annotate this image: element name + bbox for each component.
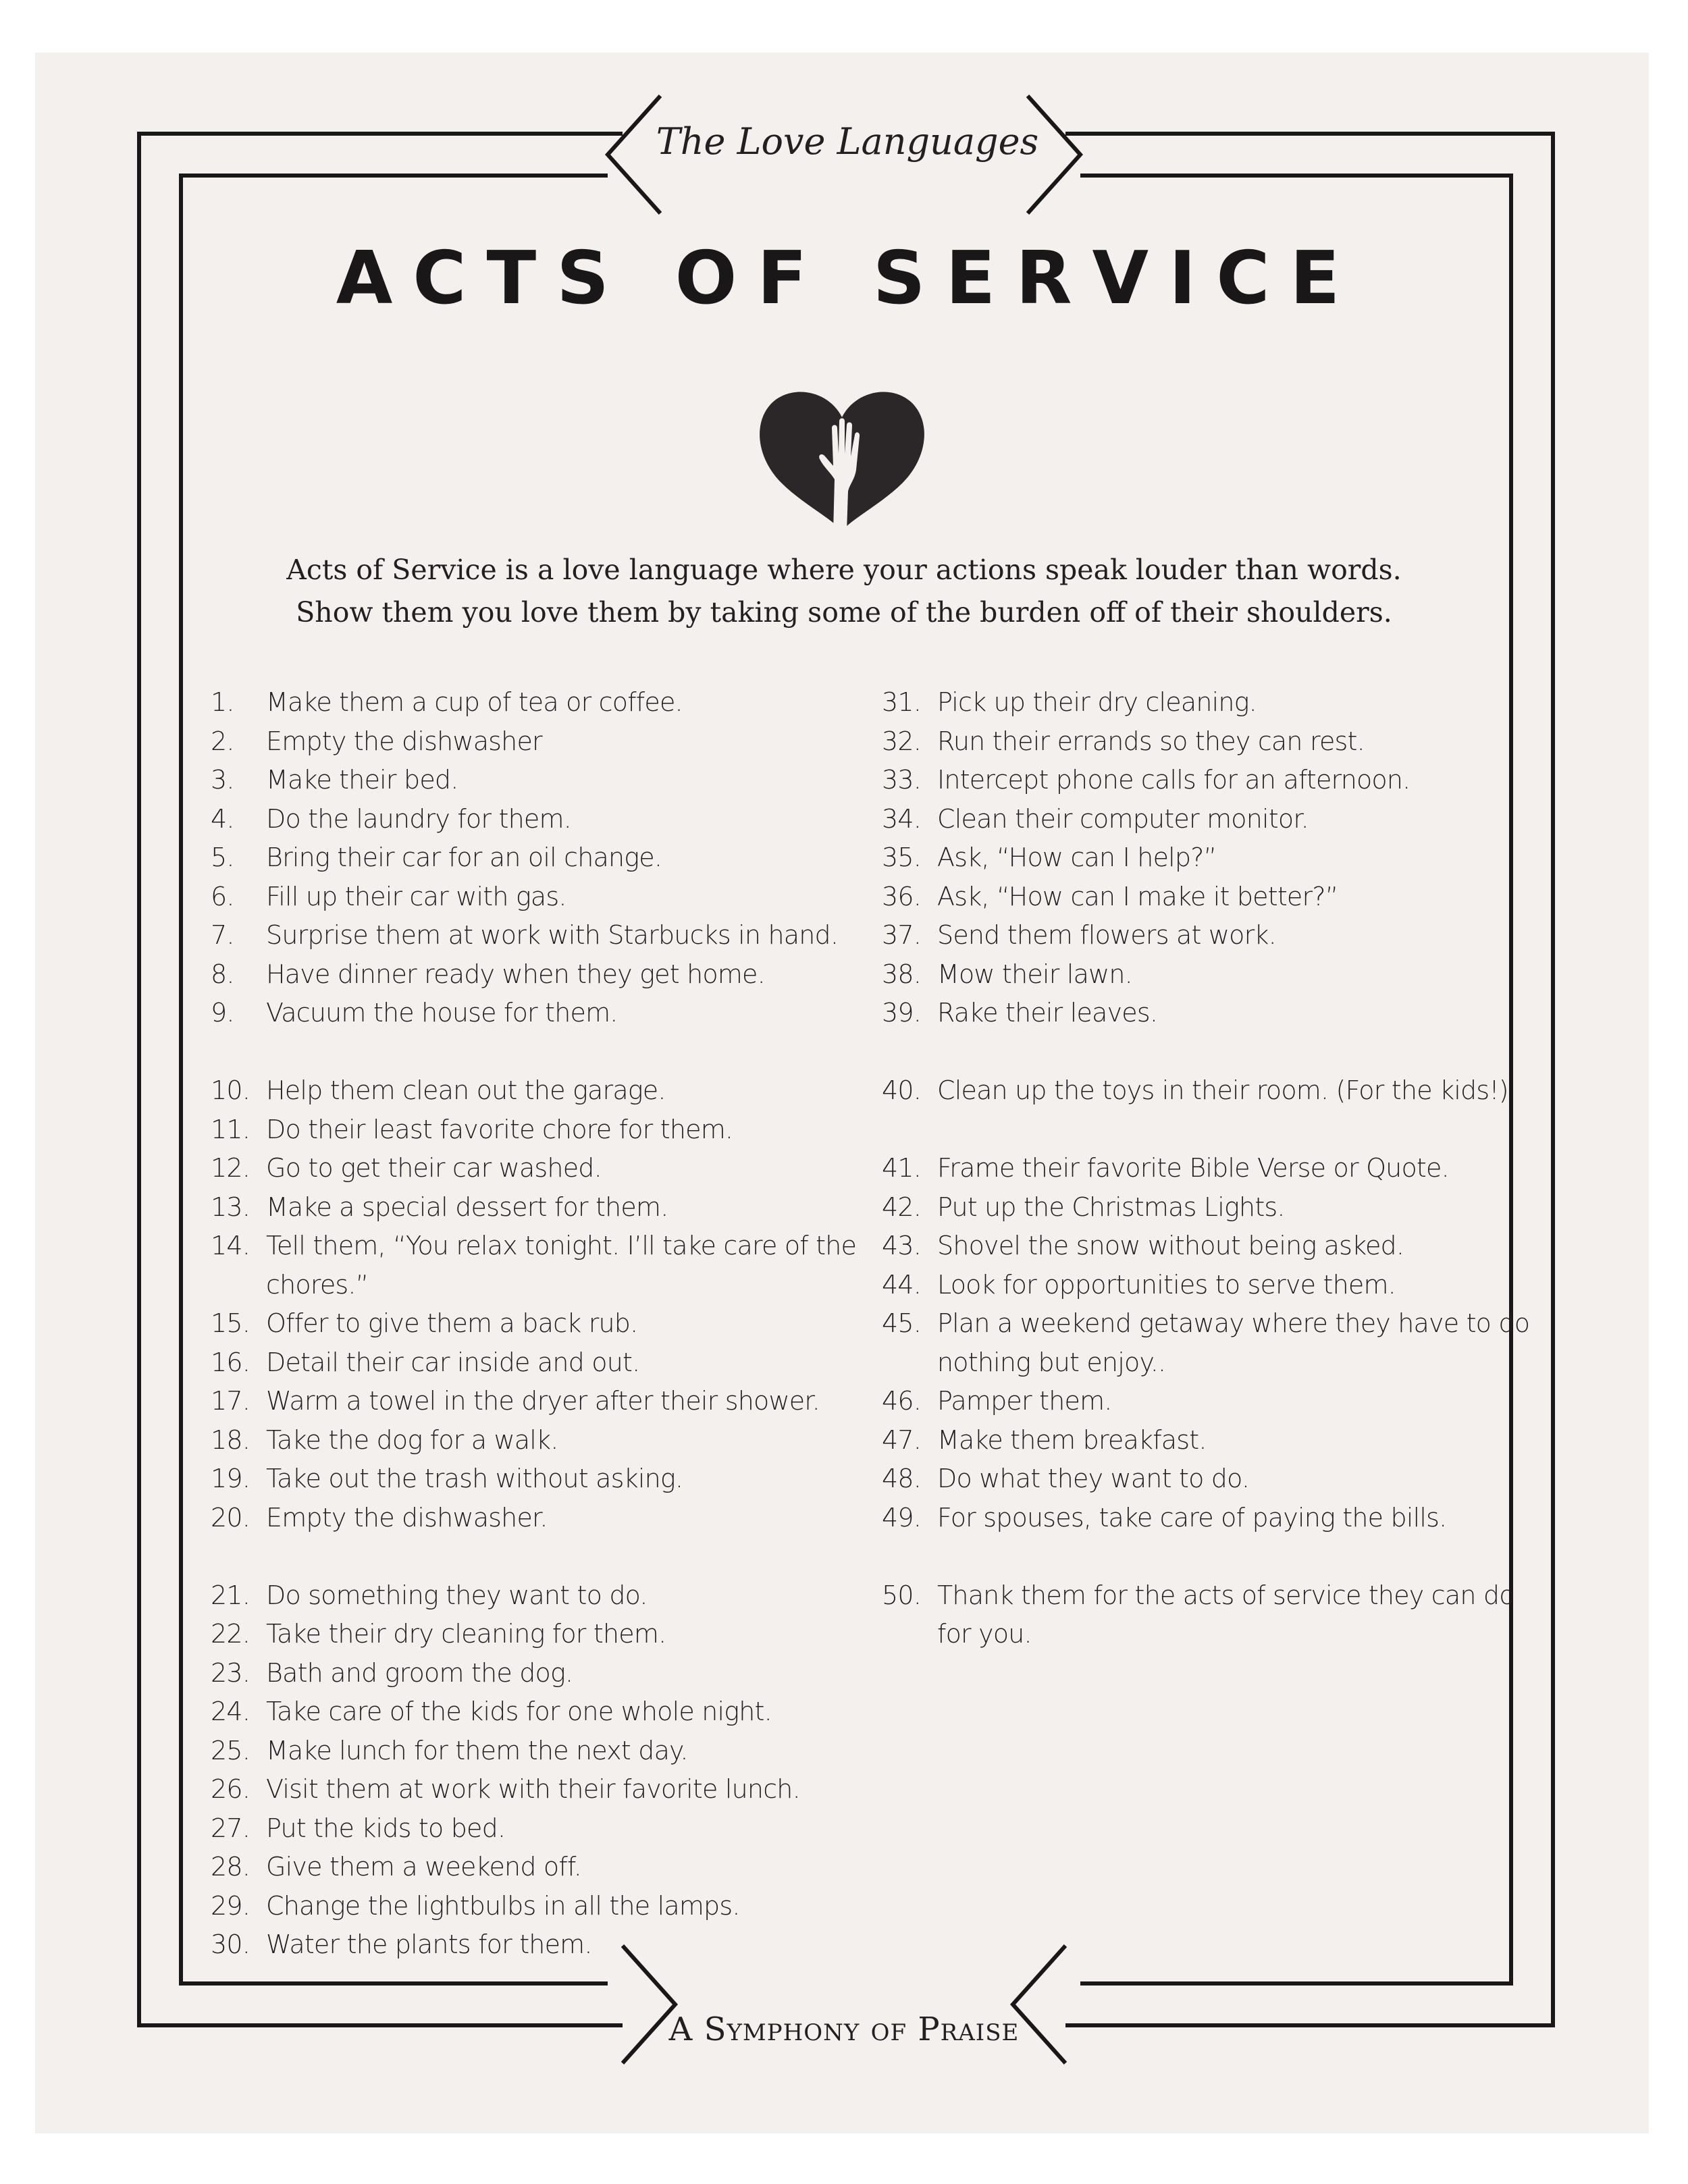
footer-brand: A Symphony of Praise: [668, 2010, 1020, 2048]
list-item-number: 14.: [211, 1231, 250, 1260]
list-item-text: Vacuum the house for them.: [266, 998, 618, 1028]
list-item-number: 28.: [211, 1852, 250, 1882]
list-item: [211, 1887, 845, 1926]
list-item: [882, 1188, 1530, 1227]
list-item: [211, 800, 845, 839]
list-item-number: 36.: [882, 881, 922, 911]
list-item-text: Make a special dessert for them.: [266, 1192, 668, 1222]
list-item-text: Look for opportunities to serve them.: [937, 1269, 1396, 1300]
list-item: [882, 1460, 1530, 1499]
list-item-number: 8.: [211, 959, 234, 989]
list-item: [211, 1111, 845, 1150]
list-item: [882, 1227, 1530, 1266]
list-item-text: Take their dry cleaning for them.: [266, 1619, 666, 1649]
list-item: [211, 1188, 845, 1227]
list-item: [211, 761, 845, 800]
list-item-number: 24.: [211, 1697, 250, 1726]
list-item-number: 2.: [211, 726, 234, 756]
list-item-text: Do the laundry for them.: [266, 803, 571, 834]
list-item-text: Shovel the snow without being asked.: [937, 1231, 1404, 1260]
list-item-number: 15.: [211, 1308, 250, 1338]
list-item-number: 47.: [882, 1424, 922, 1455]
list-item: [211, 916, 845, 955]
list-item-number: 19.: [211, 1464, 250, 1493]
list-item-number: 10.: [211, 1075, 250, 1105]
list-item: [211, 1227, 857, 1304]
list-item-text: Change the lightbulbs in all the lamps.: [266, 1890, 740, 1921]
list-item: [882, 761, 1530, 800]
list-item: [211, 1071, 845, 1111]
list-item-number: 48.: [882, 1464, 922, 1493]
service-list-column-2: [882, 683, 1530, 1654]
list-item: [211, 1809, 845, 1848]
list-item: [211, 1421, 845, 1460]
list-item: [211, 1343, 845, 1383]
list-item-number: 49.: [882, 1502, 922, 1533]
list-item: [882, 994, 1530, 1033]
list-item-text: Bath and groom the dog.: [266, 1657, 573, 1688]
list-item-text: Make them a cup of tea or coffee.: [266, 687, 683, 717]
list-item-number: 6.: [211, 881, 234, 911]
list-item: [882, 1304, 1530, 1382]
list-item-text: Give them a weekend off.: [266, 1852, 582, 1882]
list-item-text: Empty the dishwasher.: [266, 1502, 548, 1533]
list-item: [211, 955, 845, 994]
list-item-number: 18.: [211, 1424, 250, 1455]
list-item-number: 50.: [882, 1580, 922, 1610]
list-item-text: Pick up their dry cleaning.: [937, 687, 1257, 717]
list-item: [882, 800, 1530, 839]
list-item-number: 44.: [882, 1269, 922, 1300]
list-item-number: 33.: [882, 765, 922, 795]
list-item-number: 7.: [211, 920, 234, 950]
list-item: [211, 1732, 845, 1771]
list-item-number: 16.: [211, 1347, 250, 1377]
script-title: The Love Languages: [656, 120, 1039, 163]
list-item-text: Send them flowers at work.: [937, 920, 1276, 950]
list-item-number: 37.: [882, 920, 922, 950]
list-item-number: 29.: [211, 1890, 250, 1921]
list-item-text: Detail their car inside and out.: [266, 1347, 640, 1377]
list-item-text: Warm a towel in the dryer after their shower.: [266, 1386, 820, 1416]
list-item-text: Put up the Christmas Lights.: [937, 1192, 1285, 1222]
list-item: [211, 1576, 845, 1616]
list-item-number: 40.: [882, 1075, 922, 1105]
page-title: ACTS OF SERVICE: [336, 236, 1361, 321]
list-item-text: Take the dog for a walk.: [266, 1424, 558, 1455]
list-item-text: Make them breakfast.: [937, 1424, 1207, 1455]
list-item-number: 3.: [211, 765, 234, 795]
list-item-text: Tell them, “You relax tonight. I’ll take care of the chores.”: [266, 1231, 857, 1300]
list-item-number: 21.: [211, 1580, 250, 1610]
list-item-text: Run their errands so they can rest.: [937, 726, 1365, 756]
list-item-number: 35.: [882, 843, 922, 872]
list-item-text: Make their bed.: [266, 765, 458, 795]
list-item-number: 34.: [882, 803, 922, 834]
list-item: [882, 722, 1530, 762]
list-item-text: Bring their car for an oil change.: [266, 843, 662, 872]
list-item-number: 5.: [211, 843, 234, 872]
list-item: [211, 1615, 845, 1654]
list-item-number: 46.: [882, 1386, 922, 1416]
list-item-number: 23.: [211, 1657, 250, 1688]
list-item-number: 39.: [882, 998, 922, 1028]
list-item: [882, 955, 1530, 994]
list-item-number: 9.: [211, 998, 234, 1028]
list-item-text: Surprise them at work with Starbucks in hand.: [266, 920, 839, 950]
list-item-text: Do something they want to do.: [266, 1580, 648, 1610]
list-item: [882, 878, 1530, 917]
list-item-text: Frame their favorite Bible Verse or Quote.: [937, 1153, 1449, 1183]
list-item-number: 26.: [211, 1774, 250, 1804]
list-item: [211, 1654, 845, 1693]
list-item: [211, 994, 845, 1033]
list-item: [882, 1266, 1530, 1305]
list-item-number: 25.: [211, 1735, 250, 1765]
list-item-text: Put the kids to bed.: [266, 1813, 506, 1843]
list-item-number: 41.: [882, 1153, 922, 1183]
list-item-text: Offer to give them a back rub.: [266, 1308, 638, 1338]
list-item: [211, 1925, 845, 1965]
list-item: [882, 1071, 1530, 1149]
list-item-text: Plan a weekend getaway where they have to do nothing but enjoy..: [937, 1308, 1530, 1377]
list-item-text: Ask, “How can I help?”: [937, 843, 1217, 872]
list-item: [211, 1149, 845, 1188]
list-item-number: 17.: [211, 1386, 250, 1416]
list-item-number: 4.: [211, 803, 234, 834]
list-item-number: 38.: [882, 959, 922, 989]
list-item: [211, 683, 845, 722]
list-item: [211, 1499, 845, 1538]
list-item-number: 20.: [211, 1502, 250, 1533]
list-item: [211, 1693, 845, 1732]
list-item-number: 13.: [211, 1192, 250, 1222]
list-item-number: 42.: [882, 1192, 922, 1222]
list-item: [211, 1770, 845, 1809]
list-item-text: Have dinner ready when they get home.: [266, 959, 765, 989]
list-item: [211, 1460, 845, 1499]
list-item-number: 30.: [211, 1929, 250, 1959]
list-item: [211, 1382, 845, 1421]
list-item: [882, 838, 1530, 878]
list-item: [882, 1576, 1530, 1654]
heart-with-raised-hand-icon: [758, 378, 926, 532]
list-item-text: Water the plants for them.: [266, 1929, 592, 1959]
list-item: [882, 1499, 1530, 1538]
list-item-number: 27.: [211, 1813, 250, 1843]
list-item-number: 11.: [211, 1114, 250, 1144]
list-item: [211, 1304, 845, 1343]
list-item-text: Ask, “How can I make it better?”: [937, 881, 1338, 911]
list-item-text: Do what they want to do.: [937, 1464, 1250, 1493]
list-item-number: 43.: [882, 1231, 922, 1260]
list-item-number: 31.: [882, 687, 922, 717]
list-item-text: Go to get their car washed.: [266, 1153, 602, 1183]
list-item-text: Do their least favorite chore for them.: [266, 1114, 733, 1144]
list-item-number: 1.: [211, 687, 234, 717]
service-list-column-1: [211, 683, 857, 1965]
list-item-text: Fill up their car with gas.: [266, 881, 566, 911]
list-item-text: Rake their leaves.: [937, 998, 1158, 1028]
list-item: [882, 1382, 1530, 1421]
list-item-number: 22.: [211, 1619, 250, 1649]
list-item-number: 12.: [211, 1153, 250, 1183]
list-item-text: Make lunch for them the next day.: [266, 1735, 688, 1765]
list-item-text: Thank them for the acts of service they can do for you.: [937, 1580, 1514, 1649]
list-item-text: Clean their computer monitor.: [937, 803, 1309, 834]
list-item-text: Take out the trash without asking.: [266, 1464, 683, 1493]
list-item-text: Visit them at work with their favorite lunch.: [266, 1774, 800, 1804]
list-item-text: Take care of the kids for one whole night.: [266, 1697, 772, 1726]
list-item: [882, 1421, 1530, 1460]
list-item: [882, 916, 1530, 955]
list-item-text: Clean up the toys in their room. (For the kids!): [937, 1075, 1508, 1105]
list-item-text: Pamper them.: [937, 1386, 1112, 1416]
intro-line-2: Show them you love them by taking some of the burden off of their shoulders.: [296, 596, 1392, 629]
list-item: [882, 683, 1530, 722]
list-item: [211, 1848, 845, 1887]
list-item-text: Mow their lawn.: [937, 959, 1132, 989]
intro-line-1: Acts of Service is a love language where your actions speak louder than words.: [286, 554, 1402, 586]
list-item: [882, 1149, 1530, 1188]
list-item-text: Help them clean out the garage.: [266, 1075, 666, 1105]
list-item: [211, 722, 845, 762]
list-item: [211, 878, 845, 917]
list-item-number: 32.: [882, 726, 922, 756]
list-item-text: Empty the dishwasher: [266, 726, 542, 756]
list-item-text: Intercept phone calls for an afternoon.: [937, 765, 1410, 795]
list-item-text: For spouses, take care of paying the bills.: [937, 1502, 1447, 1533]
list-item-number: 45.: [882, 1308, 922, 1338]
list-item: [211, 838, 845, 878]
